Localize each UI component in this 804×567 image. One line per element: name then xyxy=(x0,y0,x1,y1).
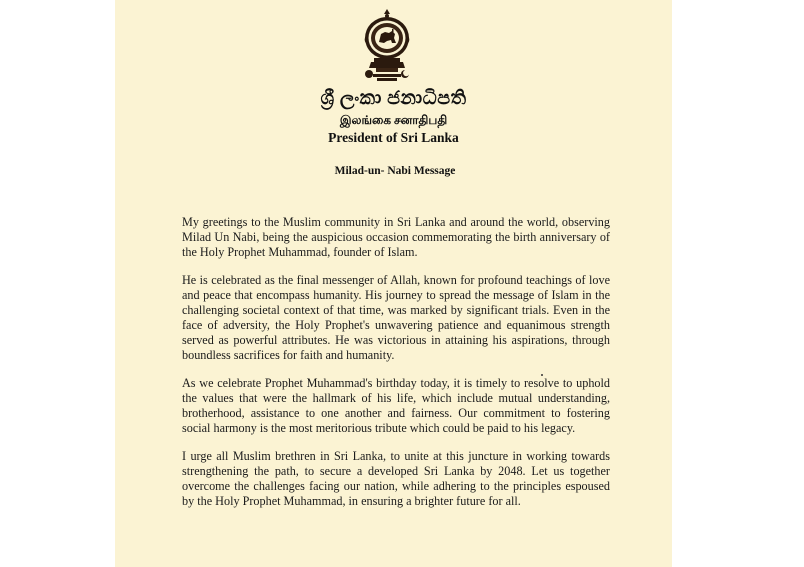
paragraph: As we celebrate Prophet Muhammad's birthday today, it is timely to resolve to uphold the values that were the hallmark of his life, which include mutual understanding, brotherhood, assistance to one another and fairness. Our commitment to fostering social harmony is the most meritorious tribute which could be paid to his legacy. xyxy=(182,376,610,435)
letterhead-title-english: President of Sri Lanka xyxy=(328,130,459,145)
paper-speck xyxy=(541,374,543,376)
message-body xyxy=(182,215,610,522)
letterhead-title-sinhala: ශ්‍රී ලංකා ජනාධිපති xyxy=(320,88,467,109)
letterhead-title-tamil: இலங்கை சனாதிபதி xyxy=(339,113,448,127)
letter-page xyxy=(115,0,672,567)
sri-lanka-emblem-icon xyxy=(361,8,413,82)
paragraph: He is celebrated as the final messenger of Allah, known for profound teachings of love and peace that encompass humanity. His journey to spread the message of Islam in the challenging societal context of that time, was marked by significant trials. Even in the face of adversity, the Holy Prophet's unwavering patience and equanimous strength served as powerful attributes. He was victorious in attaining his aspirations, through boundless sacrifices for faith and humanity. xyxy=(182,273,610,362)
message-heading: Milad-un- Nabi Message xyxy=(334,165,456,177)
paragraph: My greetings to the Muslim community in Sri Lanka and around the world, observing Milad Un Nabi, being the auspicious occasion commemorating the birth anniversary of the Holy Prophet Muhammad, founder of Islam. xyxy=(182,215,610,259)
paragraph: I urge all Muslim brethren in Sri Lanka, to unite at this juncture in working towards strengthening the path, to secure a developed Sri Lanka by 2048. Let us together overcome the challenges facing our nation, while adhering to the principles espoused by the Holy Prophet Muhammad, in ensuring a brighter future for all. xyxy=(182,449,610,508)
